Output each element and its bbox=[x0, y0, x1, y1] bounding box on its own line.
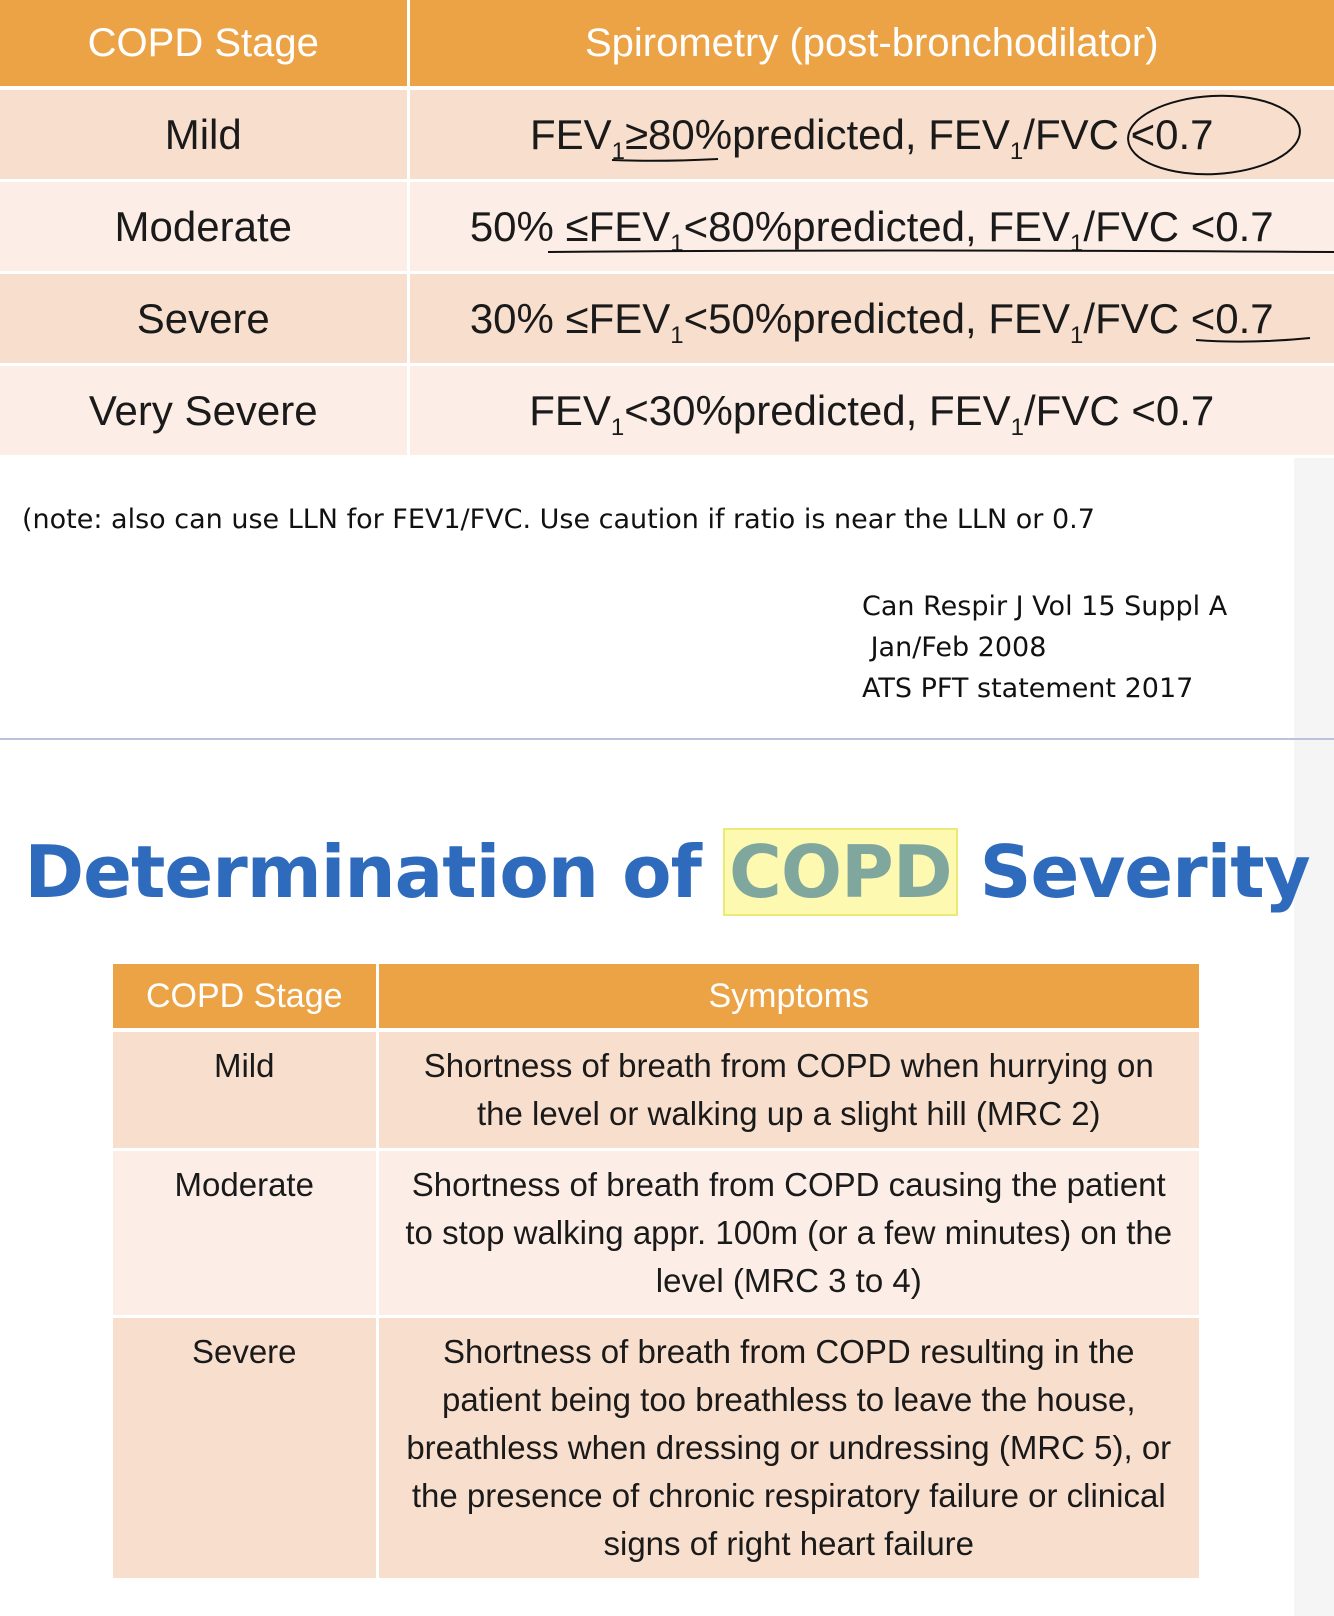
symptoms-cell: Shortness of breath from COPD when hurrying on the level or walking up a slight hill (MRC 2) bbox=[377, 1030, 1199, 1150]
stage-cell: Moderate bbox=[0, 181, 408, 273]
symptoms-header-row bbox=[113, 964, 1199, 1030]
page-title: Determination of COPD Severity bbox=[24, 830, 1310, 914]
table-row bbox=[113, 1150, 1199, 1317]
symptoms-cell: Shortness of breath from COPD causing the patient to stop walking appr. 100m (or a few minutes) on the level (MRC 3 to 4) bbox=[377, 1150, 1199, 1317]
spirometry-cell: $FEV_1<30\%predicted$, $FEV_1$/FVC <0.7 bbox=[408, 365, 1334, 457]
stage-column-header: COPD Stage bbox=[113, 964, 377, 1030]
stage-column-header: COPD Stage bbox=[0, 0, 408, 88]
stage-cell: Severe bbox=[0, 273, 408, 365]
note-text: (note: also can use LLN for FEV1/FVC. Use caution if ratio is near the LLN or 0.7 bbox=[22, 504, 1095, 535]
symptoms-cell: Shortness of breath from COPD resulting in the patient being too breathless to leave the house, breathless when dressing or undressing (MRC 5), or the presence of chronic respiratory failure or clinical signs of right heart failure bbox=[377, 1317, 1199, 1580]
reference-line: ATS PFT statement 2017 bbox=[862, 673, 1194, 704]
spirometry-table bbox=[0, 0, 1334, 458]
spirometry-cell: $30\% \le FEV_1<50\%predicted$, $FEV_1$/FVC <0.7 bbox=[408, 273, 1334, 365]
stage-cell: Severe bbox=[113, 1317, 377, 1580]
spirometry-header-row bbox=[0, 0, 1334, 88]
table-row bbox=[0, 273, 1334, 365]
symptoms-table bbox=[113, 964, 1199, 1581]
spirometry-cell: $FEV_1\ge 80\%predicted$, $FEV_1$/FVC <0.7 bbox=[408, 88, 1334, 181]
reference-line: Can Respir J Vol 15 Suppl A bbox=[862, 591, 1228, 622]
spirometry-cell: $50\% \le FEV_1<80\%predicted$, $FEV_1$/FVC <0.7 bbox=[408, 181, 1334, 273]
stage-cell: Moderate bbox=[113, 1150, 377, 1317]
reference-line: Jan/Feb 2008 bbox=[862, 632, 1047, 663]
references bbox=[862, 586, 1227, 709]
table-row bbox=[0, 181, 1334, 273]
table-row bbox=[0, 365, 1334, 457]
spirometry-column-header: Spirometry (post-bronchodilator) bbox=[408, 0, 1334, 88]
slide-divider bbox=[0, 738, 1334, 740]
stage-cell: Mild bbox=[0, 88, 408, 181]
highlighted-word: COPD bbox=[725, 830, 956, 914]
stage-cell: Very Severe bbox=[0, 365, 408, 457]
table-row bbox=[0, 88, 1334, 181]
stage-cell: Mild bbox=[113, 1030, 377, 1150]
table-row bbox=[113, 1030, 1199, 1150]
table-row bbox=[113, 1317, 1199, 1580]
symptoms-column-header: Symptoms bbox=[377, 964, 1199, 1030]
